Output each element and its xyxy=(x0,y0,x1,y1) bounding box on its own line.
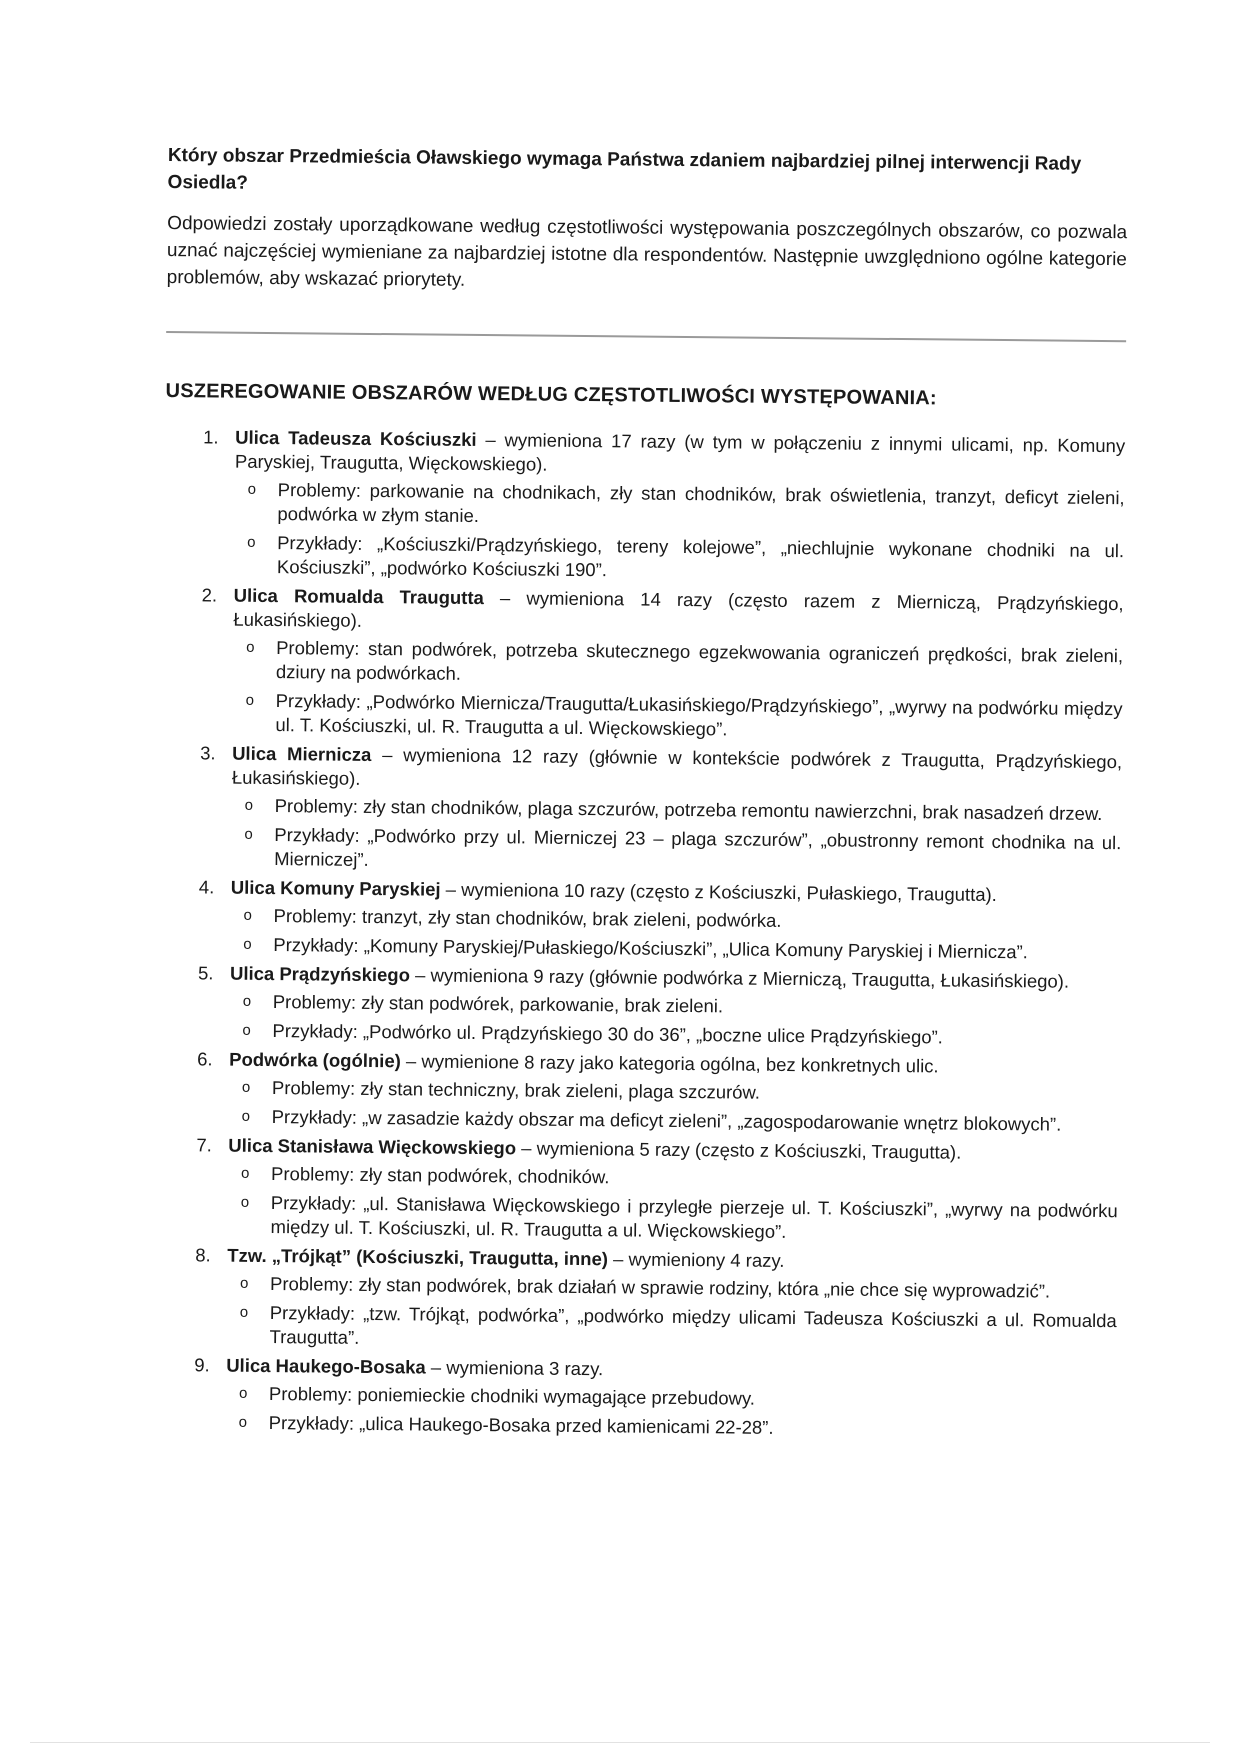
circle-bullet-icon: o xyxy=(241,1164,250,1182)
item-heading xyxy=(233,584,1123,641)
item-heading xyxy=(235,426,1125,483)
item-heading xyxy=(229,1048,1119,1081)
circle-bullet-icon: o xyxy=(241,1078,251,1096)
examples-text: Przykłady: „ul. Stanisława Więckowskiego i przyległe pierzeje ul. T. Kościuszki”, „wyrwy na podwórku między ul. T. Kościuszki, ul. R. Traugutta a ul. Więckowskiego”. xyxy=(270,1192,1118,1242)
ranking-item xyxy=(160,875,1121,965)
ranking-item xyxy=(161,741,1122,879)
problems-text: Problemy: zły stan chodników, plaga szczurów, potrzeba remontu nawierzchni, brak nasadzeń drzew. xyxy=(274,795,1103,824)
item-name: Ulica Komuny Paryskiej xyxy=(230,876,441,900)
circle-bullet-icon: o xyxy=(243,906,253,924)
circle-bullet-icon: o xyxy=(240,1193,250,1211)
examples-bullet xyxy=(231,823,1121,880)
examples-text: Przykłady: „Podwórko ul. Prądzyńskiego 30 do 36”, „boczne ulice Prądzyńskiego”. xyxy=(272,1020,943,1048)
divider xyxy=(166,331,1126,342)
item-heading xyxy=(227,1244,1117,1277)
item-description: – wymienione 8 razy jako kategoria ogólna, bez konkretnych ulic. xyxy=(400,1050,939,1077)
circle-bullet-icon: o xyxy=(242,1021,251,1039)
circle-bullet-icon: o xyxy=(247,480,257,498)
circle-bullet-icon: o xyxy=(238,1384,248,1402)
item-details xyxy=(229,990,1119,1052)
item-number: 1. xyxy=(203,426,219,448)
item-details xyxy=(226,1382,1116,1444)
problems-text: Problemy: zły stan podwórek, parkowanie, brak zieleni. xyxy=(272,991,724,1017)
circle-bullet-icon: o xyxy=(239,1303,249,1321)
circle-bullet-icon: o xyxy=(247,533,256,551)
item-name: Ulica Tadeusza Kościuszki xyxy=(235,426,477,450)
ranking-item xyxy=(159,1047,1120,1137)
circle-bullet-icon: o xyxy=(242,992,252,1010)
item-details xyxy=(227,1162,1118,1248)
item-name: Ulica Prądzyńskiego xyxy=(229,962,411,986)
examples-bullet xyxy=(234,531,1124,588)
examples-text: Przykłady: „ulica Haukego-Bosaka przed kamienicami 22-28”. xyxy=(268,1412,774,1438)
item-details xyxy=(229,1076,1119,1138)
item-name: Podwórka (ogólnie) xyxy=(229,1048,401,1072)
problems-bullet xyxy=(229,1076,1119,1109)
problems-bullet xyxy=(230,990,1120,1023)
examples-text: Przykłady: „Komuny Paryskiej/Pułaskiego/Kościuszki”, „Ulica Komuny Paryskiej i Miernicza”. xyxy=(273,934,1028,963)
ranking-item xyxy=(156,1353,1117,1443)
item-heading xyxy=(231,876,1121,909)
item-description: – wymieniona 14 razy (często razem z Mierniczą, Prądzyńskiego, Łukasińskiego). xyxy=(233,587,1124,631)
examples-bullet xyxy=(229,1019,1119,1052)
item-heading xyxy=(226,1354,1116,1387)
item-details xyxy=(234,478,1125,588)
examples-text: Przykłady: „tzw. Trójkąt, podwórka”, „podwórko między ulicami Tadeusza Kościuszki a ul. Romualda Traugutta”. xyxy=(269,1302,1117,1348)
item-details xyxy=(226,1272,1117,1358)
examples-text: Przykłady: „Podwórko Miernicza/Traugutta/Łukasińskiego/Prądzyńskiego”, „wyrwy na podwórku między ul. T. Kościuszki, ul. R. Traugutta a ul. Więckowskiego”. xyxy=(275,690,1123,740)
problems-text: Problemy: zły stan podwórek, brak działań w sprawie rodziny, która „nie chce się wyprowadzić”. xyxy=(269,1273,1051,1302)
item-name: Ulica Romualda Traugutta xyxy=(233,584,484,609)
problems-text: Problemy: zły stan podwórek, chodników. xyxy=(271,1163,610,1188)
ranking-item xyxy=(162,583,1123,745)
item-description: – wymieniona 3 razy. xyxy=(425,1356,604,1380)
problems-bullet xyxy=(227,1272,1117,1305)
examples-bullet xyxy=(229,1105,1119,1138)
item-name: Ulica Haukego-Bosaka xyxy=(226,1354,426,1378)
intro-paragraph: Odpowiedzi zostały uporządkowane według częstotliwości występowania poszczególnych obszarów, co pozwala uznać najczęściej wymieniane za najbardziej istotne dla respondentów. Następnie uwzględniono ogólne kategorie problemów, aby wskazać priorytety. xyxy=(166,212,1128,291)
circle-bullet-icon: o xyxy=(239,1274,249,1292)
item-heading xyxy=(230,962,1120,995)
ranking-list xyxy=(156,425,1126,1443)
item-description: – wymieniona 17 razy (w tym w połączeniu z innymi ulicami, np. Komuny Paryskiej, Traugutta, Więckowskiego). xyxy=(234,428,1126,475)
item-description: – wymieniona 12 razy (głównie w kontekście podwórek z Traugutta, Prądzyńskiego, Łukasińskiego). xyxy=(231,743,1123,789)
examples-bullet xyxy=(232,689,1122,746)
examples-bullet xyxy=(230,933,1120,966)
item-description: – wymieniona 5 razy (często z Kościuszki, Traugutta). xyxy=(515,1137,962,1163)
item-name: Ulica Miernicza xyxy=(232,742,372,765)
problems-text: Problemy: poniemieckie chodniki wymagające przebudowy. xyxy=(268,1383,756,1409)
circle-bullet-icon: o xyxy=(245,691,255,709)
problems-text: Problemy: tranzyt, zły stan chodników, brak zieleni, podwórka. xyxy=(273,905,782,931)
circle-bullet-icon: o xyxy=(244,825,253,843)
item-number: 5. xyxy=(197,962,214,984)
examples-bullet xyxy=(226,1411,1116,1444)
problems-bullet xyxy=(232,794,1122,827)
scan-edge-line xyxy=(30,1742,1210,1743)
ranking-item xyxy=(157,1133,1118,1247)
circle-bullet-icon: o xyxy=(244,796,254,814)
item-number: 3. xyxy=(200,742,216,764)
examples-bullet xyxy=(227,1191,1117,1248)
circle-bullet-icon: o xyxy=(243,935,252,953)
item-heading xyxy=(228,1134,1118,1167)
examples-text: Przykłady: „Kościuszki/Prądzyńskiego, tereny kolejowe”, „niechlujnie wykonane chodniki na ul. Kościuszki”, „podwórko Kościuszki 190”. xyxy=(276,532,1125,581)
circle-bullet-icon: o xyxy=(241,1107,251,1125)
problems-bullet xyxy=(228,1162,1118,1195)
problems-text: Problemy: parkowanie na chodnikach, zły stan chodników, brak oświetlenia, tranzyt, deficyt zieleni, podwórka w złym stanie. xyxy=(277,479,1125,527)
section-title: USZEREGOWANIE OBSZARÓW WEDŁUG CZĘSTOTLIWOŚCI WYSTĘPOWANIA: xyxy=(165,379,937,410)
circle-bullet-icon: o xyxy=(246,638,255,656)
item-number: 8. xyxy=(195,1244,211,1266)
item-details xyxy=(232,636,1123,746)
item-name: Tzw. „Trójkąt” (Kościuszki, Traugutta, inne) xyxy=(227,1244,609,1270)
item-heading xyxy=(232,742,1122,799)
item-details xyxy=(231,794,1122,880)
ranking-item xyxy=(156,1243,1117,1357)
problems-text: Problemy: zły stan techniczny, brak zieleni, plaga szczurów. xyxy=(271,1077,761,1103)
item-number: 9. xyxy=(194,1354,210,1376)
problems-bullet xyxy=(234,478,1124,535)
item-number: 7. xyxy=(196,1134,212,1156)
examples-text: Przykłady: „w zasadzie każdy obszar ma deficyt zieleni”, „zagospodarowanie wnętrz blokowych”. xyxy=(271,1106,1062,1135)
item-description: – wymieniona 9 razy (głównie podwórka z Mierniczą, Traugutta, Łukasińskiego). xyxy=(409,964,1070,992)
item-number: 4. xyxy=(198,876,215,898)
examples-bullet xyxy=(226,1301,1116,1358)
item-description: – wymieniona 10 razy (często z Kościuszki, Pułaskiego, Traugutta). xyxy=(440,878,997,905)
problems-bullet xyxy=(230,904,1120,937)
item-description: – wymieniony 4 razy. xyxy=(607,1248,785,1271)
problems-bullet xyxy=(226,1382,1116,1415)
item-number: 6. xyxy=(197,1048,213,1070)
document-page xyxy=(156,142,1128,1448)
survey-question: Który obszar Przedmieścia Oławskiego wymaga Państwa zdaniem najbardziej pilnej interwencji Rady Osiedla? xyxy=(167,144,1082,194)
circle-bullet-icon: o xyxy=(238,1413,248,1431)
problems-bullet xyxy=(233,636,1123,693)
ranking-item xyxy=(159,961,1120,1051)
item-details xyxy=(230,904,1120,966)
ranking-item xyxy=(164,425,1125,587)
item-name: Ulica Stanisława Więckowskiego xyxy=(228,1134,517,1159)
item-number: 2. xyxy=(201,584,218,606)
examples-text: Przykłady: „Podwórko przy ul. Mierniczej 23 – plaga szczurów”, „obustronny remont chodnika na ul. Mierniczej”. xyxy=(274,824,1122,870)
problems-text: Problemy: stan podwórek, potrzeba skutecznego egzekwowania ograniczeń prędkości, brak zieleni, dziury na podwórkach. xyxy=(275,637,1124,684)
